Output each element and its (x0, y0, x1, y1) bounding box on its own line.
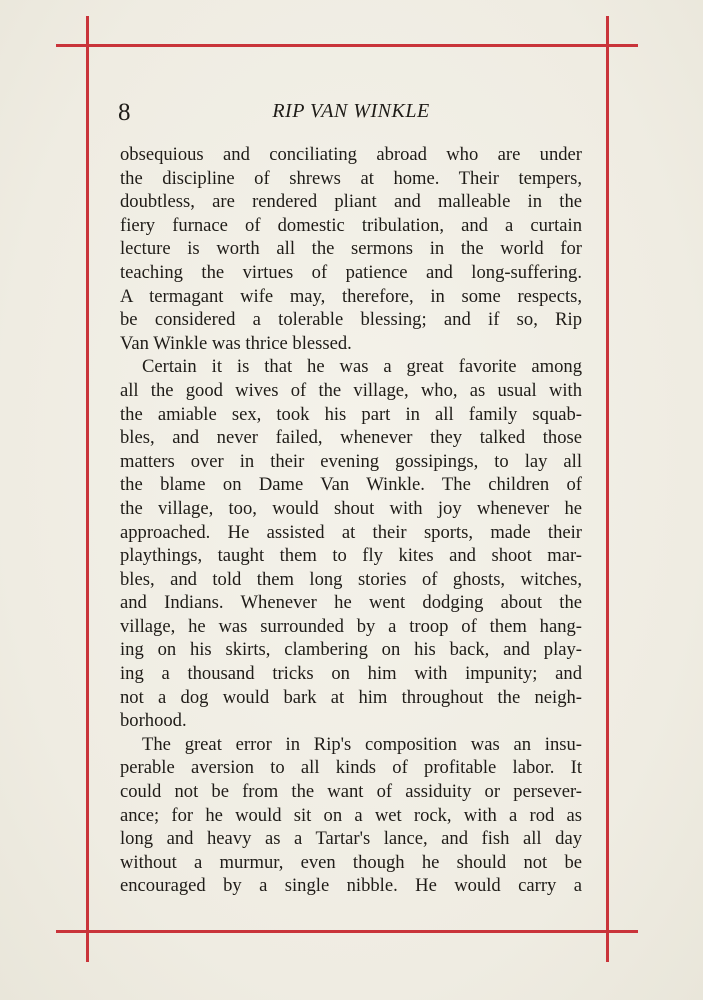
text-line: long and heavy as a Tartar's lance, and fish all day (120, 828, 582, 850)
text-line: encouraged by a single nibble. He would carry a (120, 875, 582, 897)
text-line: and Indians. Whenever he went dodging about the (120, 592, 582, 614)
text-line: doubtless, are rendered pliant and malleable in the (120, 191, 582, 213)
text-line: the amiable sex, took his part in all family squab- (120, 403, 582, 425)
text-line: obsequious and conciliating abroad who are under (120, 144, 582, 165)
text-line: the discipline of shrews at home. Their tempers, (120, 167, 582, 189)
text-line: playthings, taught them to fly kites and shoot mar- (120, 545, 582, 567)
text-line: teaching the virtues of patience and long-suffering. (120, 261, 582, 283)
text-line: without a murmur, even though he should not be (120, 851, 582, 873)
text-line: bles, and never failed, whenever they talked those (120, 427, 582, 449)
text-line: the village, too, would shout with joy whenever he (120, 497, 582, 519)
text-line: ing a thousand tricks on him with impunity; and (120, 663, 582, 685)
text-line: approached. He assisted at their sports, made their (120, 521, 582, 543)
text-line: bles, and told them long stories of ghosts, witches, (120, 568, 582, 590)
text-line: matters over in their evening gossipings, to lay all (120, 450, 582, 472)
left-border-rule (86, 16, 89, 962)
text-line: lecture is worth all the sermons in the world for (120, 238, 582, 260)
text-line: Van Winkle was thrice blessed. (120, 332, 352, 354)
text-line: ing on his skirts, clambering on his back, and play- (120, 639, 582, 661)
text-line: could not be from the want of assiduity or persever- (120, 781, 582, 803)
text-line: not a dog would bark at him throughout the neigh- (120, 686, 582, 708)
text-line: ance; for he would sit on a wet rock, with a rod as (120, 804, 582, 826)
running-title: RIP VAN WINKLE (272, 100, 430, 122)
top-border-rule (56, 44, 638, 47)
text-line: fiery furnace of domestic tribulation, and a curtain (120, 214, 582, 236)
bottom-border-rule (56, 930, 638, 933)
right-border-rule (606, 16, 609, 962)
body-text (120, 143, 582, 898)
text-line: be considered a tolerable blessing; and if so, Rip (120, 309, 582, 331)
paragraph-start-line: Certain it is that he was a great favorite among (142, 356, 582, 378)
page-number: 8 (118, 99, 131, 126)
text-line: perable aversion to all kinds of profitable labor. It (120, 757, 582, 779)
text-line: borhood. (120, 710, 187, 732)
page-header (118, 96, 584, 132)
text-line: village, he was surrounded by a troop of them hang- (120, 615, 582, 637)
paragraph-start-line: The great error in Rip's composition was an insu- (142, 733, 582, 755)
text-line: A termagant wife may, therefore, in some respects, (120, 285, 582, 307)
text-line: all the good wives of the village, who, as usual with (120, 379, 582, 401)
text-line: the blame on Dame Van Winkle. The children of (120, 474, 582, 496)
